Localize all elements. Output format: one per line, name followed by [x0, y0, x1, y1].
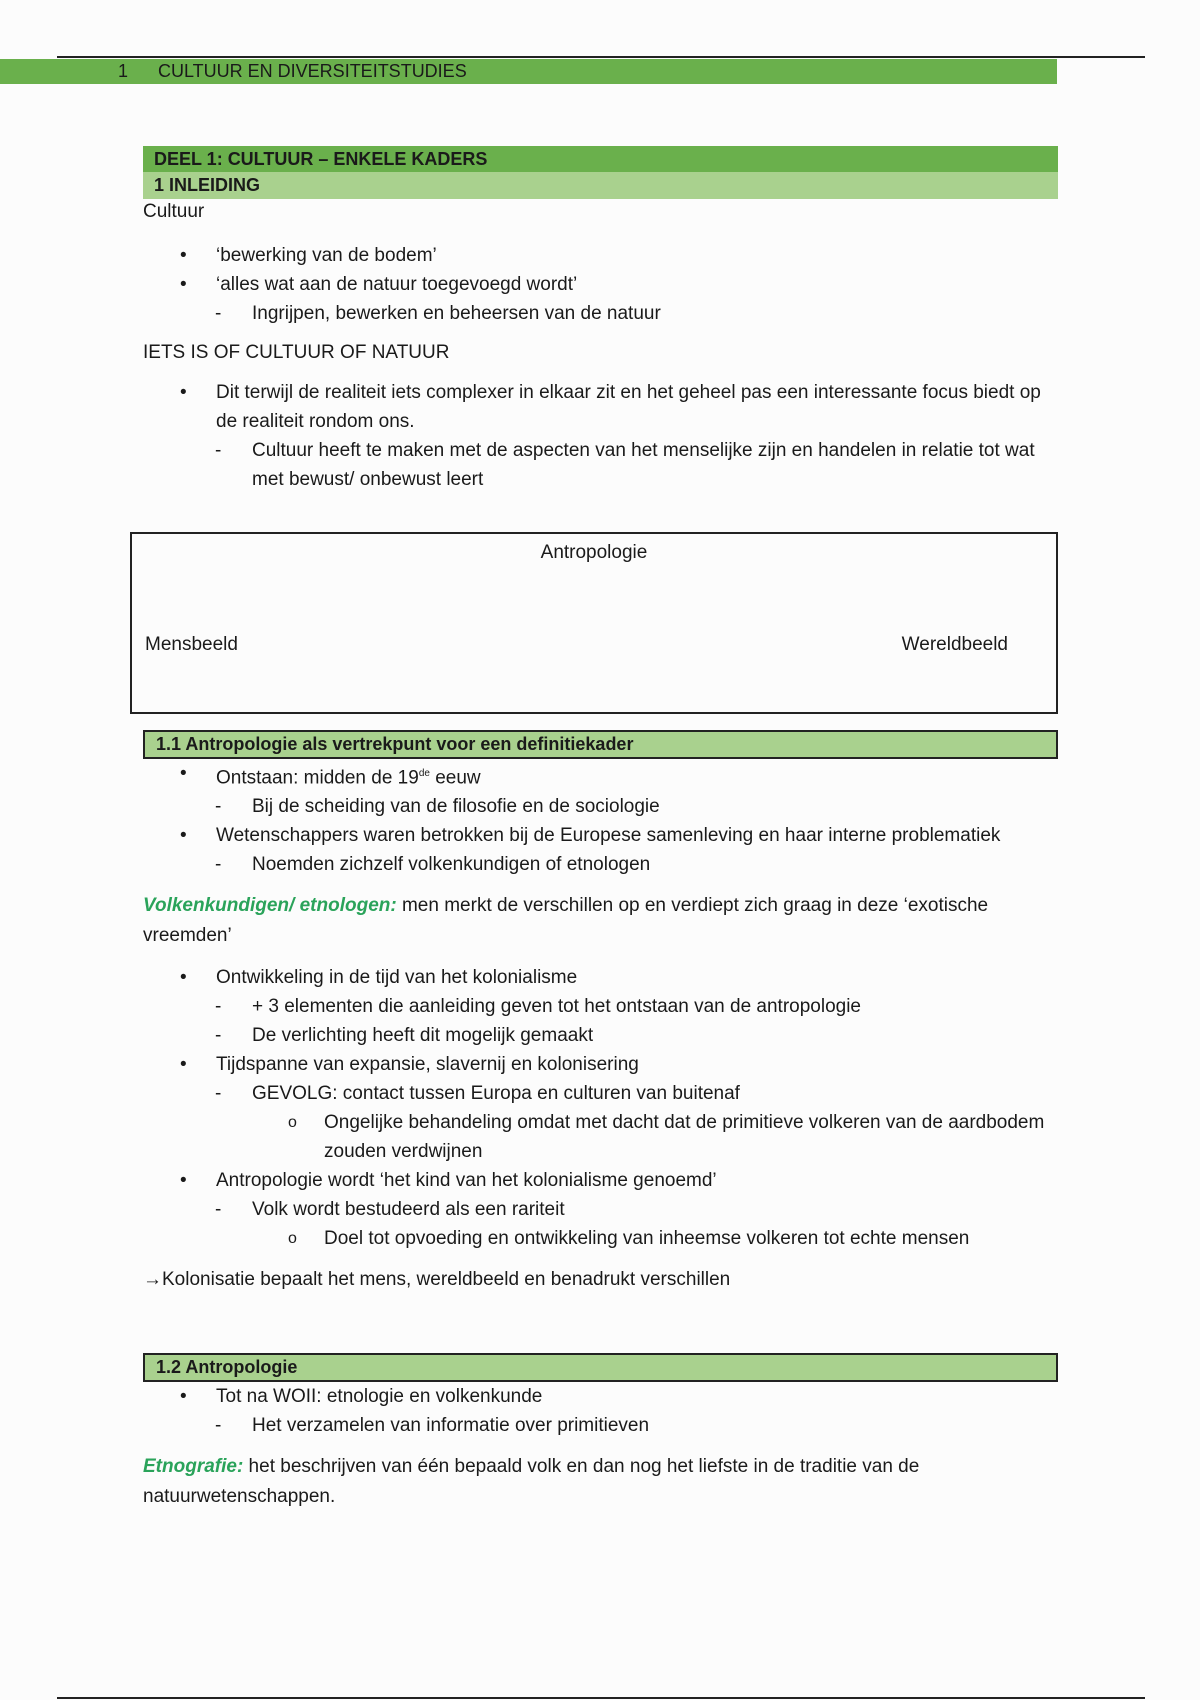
spacer	[143, 951, 1058, 963]
spacer	[143, 1440, 1058, 1452]
dash-marker: -	[215, 1415, 222, 1437]
bullet-marker: •	[180, 274, 187, 295]
anthropology-diagram	[130, 532, 1058, 714]
dash-marker: -	[215, 1025, 222, 1047]
list-item	[143, 241, 1058, 270]
list-item	[143, 1166, 1058, 1195]
bullet-marker: •	[180, 967, 187, 989]
list-item	[143, 759, 1058, 792]
diagram-left-label: Mensbeeld	[145, 634, 238, 655]
statement: IETS IS OF CULTUUR OF NATUUR	[143, 342, 450, 363]
spacer	[143, 714, 1058, 730]
definition-text: het beschrijven van één bepaald volk en dan nog het liefste in de traditie van de natuurwetenschappen.	[143, 1456, 920, 1508]
definition-etnografie	[143, 1452, 1058, 1512]
chapter-title: CULTUUR EN DIVERSITEITSTUDIES	[158, 61, 467, 81]
list-item-text: Wetenschappers waren betrokken bij de Europese samenleving en haar interne problematiek	[216, 825, 1001, 847]
spacer	[143, 368, 1058, 378]
dash-marker: -	[215, 996, 222, 1018]
ethnology-list	[143, 1382, 1058, 1440]
list-item-text: Ontwikkeling in de tijd van het kolonialisme	[216, 967, 578, 989]
list-item-text: Cultuur heeft te maken met de aspecten van het menselijke zijn en handelen in relatie tot wat met bewust/ onbewust leert	[252, 440, 1035, 490]
list-item	[143, 436, 1058, 494]
chapter-number: 1	[118, 61, 129, 81]
list-item	[143, 1224, 1058, 1253]
list-item-text: Bij de scheiding van de filosofie en de sociologie	[252, 796, 660, 818]
list-item-text: GEVOLG: contact tussen Europa en culturen van buitenaf	[252, 1083, 740, 1105]
dash-marker: -	[215, 796, 222, 818]
list-item-text: De verlichting heeft dit mogelijk gemaakt	[252, 1025, 594, 1047]
dash-marker: -	[215, 303, 222, 324]
dash-marker: -	[215, 1199, 222, 1221]
list-item	[143, 992, 1058, 1021]
culture-list	[143, 241, 1058, 328]
bullet-marker: •	[180, 763, 187, 784]
page-content	[143, 146, 1058, 1512]
spacer	[143, 1253, 1058, 1265]
list-item-text: + 3 elementen die aanleiding geven tot het ontstaan van de antropologie	[252, 996, 861, 1018]
list-item	[143, 1050, 1058, 1079]
footer-rule	[57, 1697, 1145, 1699]
bullet-marker: •	[180, 1170, 187, 1192]
list-item	[143, 792, 1058, 821]
header-rule	[57, 56, 1145, 58]
list-item-text: Ontstaan: midden de 19	[216, 767, 419, 789]
section-heading-1-2: 1.2 Antropologie	[143, 1353, 1058, 1382]
intro-text: Cultuur	[143, 201, 205, 222]
list-item-text: Ingrijpen, bewerken en beheersen van de natuur	[252, 303, 661, 324]
spacer	[143, 494, 1058, 532]
list-item-text: Tijdspanne van expansie, slavernij en kolonisering	[216, 1054, 639, 1076]
bullet-marker: •	[180, 1386, 187, 1408]
list-item	[143, 821, 1058, 850]
diagram-right-label: Wereldbeeld	[901, 634, 1008, 655]
superscript: de	[418, 768, 430, 779]
list-item-text: Ongelijke behandeling omdat met dacht dat de primitieve volkeren van de aardbodem zouden verdwijnen	[324, 1112, 1045, 1163]
list-item-text: Noemden zichzelf volkenkundigen of etnologen	[252, 854, 651, 876]
spacer	[143, 328, 1058, 338]
definition-term: Volkenkundigen/ etnologen:	[143, 895, 397, 917]
list-item	[143, 1079, 1058, 1108]
spacer	[143, 1295, 1058, 1353]
list-item	[143, 1195, 1058, 1224]
list-item-text: eeuw	[429, 767, 481, 789]
reality-list	[143, 378, 1058, 494]
list-item-text: Doel tot opvoeding en ontwikkeling van inheemse volkeren tot echte mensen	[324, 1228, 970, 1250]
definition-volkenkundigen	[143, 891, 1058, 951]
list-item	[143, 850, 1058, 879]
circle-marker: o	[288, 1230, 297, 1248]
list-item	[143, 1382, 1058, 1411]
list-item	[143, 1021, 1058, 1050]
bullet-marker: •	[180, 825, 187, 847]
colonialism-list	[143, 963, 1058, 1253]
dash-marker: -	[215, 440, 222, 461]
origin-list	[143, 759, 1058, 879]
definition-text: men merkt de verschillen op en verdiept zich graag in deze ‘exotische vreemden’	[143, 895, 989, 947]
definition-term: Etnografie:	[143, 1456, 244, 1478]
spacer	[143, 225, 1058, 241]
list-item	[143, 378, 1058, 436]
spacer	[143, 879, 1058, 891]
bullet-marker: •	[180, 245, 187, 266]
bullet-marker: •	[180, 1054, 187, 1076]
list-item	[143, 270, 1058, 299]
list-item-text: Volk wordt bestudeerd als een rariteit	[252, 1199, 565, 1221]
part-heading: DEEL 1: CULTUUR – ENKELE KADERS	[143, 146, 1058, 172]
list-item-text: Dit terwijl de realiteit iets complexer in elkaar zit en het geheel pas een interessante focus biedt op de realiteit rondom ons.	[216, 382, 1041, 432]
circle-marker: o	[288, 1114, 297, 1132]
diagram-top-label: Antropologie	[540, 542, 648, 563]
dash-marker: -	[215, 854, 222, 876]
bullet-marker: •	[180, 382, 187, 403]
list-item	[143, 1411, 1058, 1440]
list-item-text: ‘alles wat aan de natuur toegevoegd wordt’	[216, 274, 578, 295]
list-item-text: Tot na WOII: etnologie en volkenkunde	[216, 1386, 543, 1408]
conclusion: →Kolonisatie bepaalt het mens, wereldbeeld en benadrukt verschillen	[143, 1269, 731, 1291]
dash-marker: -	[215, 1083, 222, 1105]
list-item-text: ‘bewerking van de bodem’	[216, 245, 437, 266]
list-item	[143, 299, 1058, 328]
list-item	[143, 963, 1058, 992]
list-item	[143, 1108, 1058, 1166]
section-heading-1-1: 1.1 Antropologie als vertrekpunt voor een definitiekader	[143, 730, 1058, 759]
list-item-text: Het verzamelen van informatie over primitieven	[252, 1415, 650, 1437]
list-item-text: Antropologie wordt ‘het kind van het kolonialisme genoemd’	[216, 1170, 717, 1192]
section-heading-1: 1 INLEIDING	[143, 172, 1058, 199]
